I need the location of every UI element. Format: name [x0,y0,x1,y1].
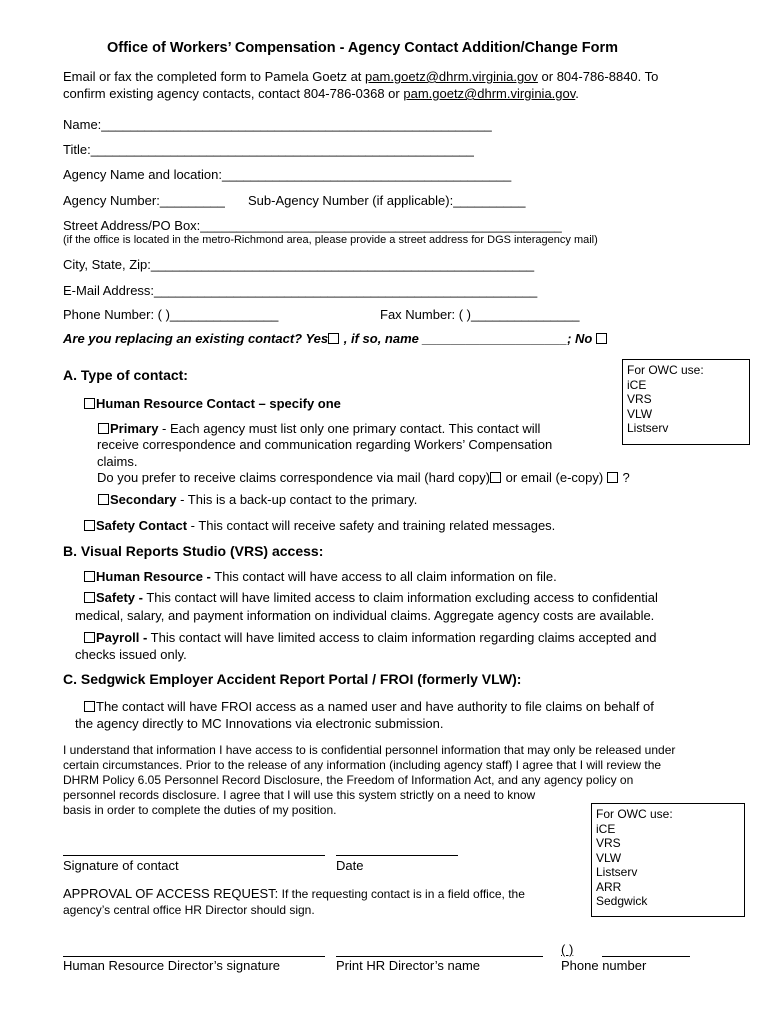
agency-number-field[interactable]: Agency Number:_________ [63,193,225,208]
intro-text: or 804-786-8840. To [537,69,659,84]
email-checkbox[interactable] [607,472,618,483]
vrs-hr-checkbox[interactable] [84,571,95,582]
owc-box-heading: For OWC use: [596,807,673,821]
safety-contact-checkbox[interactable] [84,520,95,531]
statement-line: basis in order to complete the duties of my position. [63,803,337,817]
mail-checkbox[interactable] [490,472,501,483]
statement-line: certain circumstances. Prior to the release of any information (including agency staff) I agree that I will review the [63,758,662,772]
primary-checkbox[interactable] [98,423,109,434]
hr-name-label: Print HR Director’s name [336,958,481,973]
froi-desc: The contact will have FROI access as a named user and have authority to file claims on behalf of [96,699,654,714]
phone-number-field[interactable]: Phone Number: ( )_______________ [63,307,279,322]
safety-contact-label: Safety Contact [96,518,188,533]
secondary-option[interactable] [98,492,417,507]
vrs-safety-desc-line-2: medical, salary, and payment information on individual claims. Aggregate agency costs are available. [75,608,655,623]
owc-box-item: iCE [596,821,616,836]
form-title: Office of Workers’ Compensation - Agency Contact Addition/Change Form [107,40,619,56]
phone-number-label: Phone number [561,958,647,973]
owc-box-item: VRS [627,392,652,406]
vrs-payroll-desc: This contact will have limited access to claim information regarding claims accepted and [147,630,657,645]
city-state-zip-field[interactable]: City, State, Zip:_____________________________________________________ [63,257,535,272]
statement-line: I understand that information I have access to is confidential personnel information that may only be released under [63,743,676,757]
froi-checkbox[interactable] [84,701,95,712]
owc-box-item: VLW [596,850,622,865]
no-checkbox[interactable] [596,333,607,344]
owc-box-item: VLW [627,406,653,421]
section-c-heading: C. Sedgwick Employer Accident Report Portal / FROI (formerly VLW): [63,671,522,687]
intro-line-2 [63,86,579,101]
signature-label: Signature of contact [63,858,179,873]
replacing-question-text: Are you replacing an existing contact? Yes [63,331,329,346]
street-note: (if the office is located in the metro-Richmond area, please provide a street address for DGS interagency mail) [63,234,598,246]
owc-box-item: ARR [596,879,622,894]
owc-box-item: Listserv [596,865,638,879]
vrs-hr-label: Human Resource - [96,569,211,584]
safety-contact-desc: - This contact will receive safety and training related messages. [187,518,556,533]
prefer-text: or email (e-copy) [502,470,604,485]
intro-text: confirm existing agency contacts, contact 804-786-0368 or [63,86,404,101]
primary-label: Primary [110,421,159,436]
yes-checkbox[interactable] [328,333,339,344]
froi-option[interactable] [84,699,654,714]
intro-text: . [575,86,579,101]
vrs-payroll-label: Payroll - [96,630,148,645]
secondary-checkbox[interactable] [98,494,109,505]
owc-box-item: VRS [596,836,621,850]
approval-rest: If the requesting contact is in a field office, the [278,887,525,901]
date-label: Date [336,858,364,873]
vrs-hr-option[interactable] [84,569,557,584]
owc-box-heading: For OWC use: [627,363,704,377]
replacing-name-text[interactable]: , if so, name ____________________; No [340,331,593,346]
owc-box-item: Listserv [627,421,669,435]
intro-text: Email or fax the completed form to Pamela Goetz at [63,69,366,84]
safety-contact-option[interactable] [84,518,555,533]
vrs-safety-checkbox[interactable] [84,592,95,603]
primary-desc: - Each agency must list only one primary contact. This contact will [158,421,541,436]
hr-contact-option[interactable] [84,396,341,411]
email-address-field[interactable]: E-Mail Address:_____________________________________________________ [63,283,538,298]
approval-line-2: agency’s central office HR Director should sign. [63,903,315,917]
owc-use-box-2 [591,803,745,917]
vrs-safety-desc: This contact will have limited access to claim information excluding access to confidential [142,590,658,605]
statement-line: personnel records disclosure. I agree that I will use this system strictly on a need to know [63,788,536,802]
intro-line-1 [63,69,658,84]
vrs-safety-label: Safety - [96,590,143,605]
correspondence-preference [97,470,630,485]
statement-line: DHRM Policy 6.05 Personnel Record Disclosure, the Freedom of Information Act, and any agency policy on [63,773,634,787]
hr-contact-label: Human Resource Contact – specify one [96,396,341,411]
hr-name-line[interactable] [336,956,543,957]
email-link-1[interactable]: pam.goetz@dhrm.virginia.gov [365,69,538,84]
sub-agency-field[interactable]: Sub-Agency Number (if applicable):__________ [248,193,526,208]
title-field[interactable]: Title:_____________________________________________________ [63,142,474,157]
hr-signature-label: Human Resource Director’s signature [63,958,281,973]
vrs-hr-desc: This contact will have access to all claim information on file. [210,569,557,584]
phone-line[interactable] [602,956,690,957]
vrs-payroll-option[interactable] [84,630,656,645]
email-link-2[interactable]: pam.goetz@dhrm.virginia.gov [403,86,576,101]
primary-option[interactable] [98,421,540,436]
secondary-desc: - This is a back-up contact to the primary. [176,492,418,507]
vrs-safety-option[interactable] [84,590,658,605]
vrs-payroll-checkbox[interactable] [84,632,95,643]
primary-desc-line-3: claims. [97,454,138,469]
approval-caps: APPROVAL OF ACCESS REQUEST: [63,886,279,901]
agency-name-field[interactable]: Agency Name and location:________________________________________ [63,167,512,182]
hr-signature-line[interactable] [63,956,325,957]
primary-desc-line-2: receive correspondence and communication regarding Workers’ Compensation [97,437,553,452]
section-b-heading: B. Visual Reports Studio (VRS) access: [63,543,324,559]
phone-area-code[interactable]: ( ) [561,942,574,957]
prefer-text: Do you prefer to receive claims correspondence via mail (hard copy) [97,470,491,485]
owc-box-item: Sedgwick [596,894,648,908]
section-a-heading: A. Type of contact: [63,367,188,383]
hr-contact-checkbox[interactable] [84,398,95,409]
prefer-text: ? [618,470,630,485]
signature-line[interactable] [63,855,325,856]
approval-heading [63,886,525,901]
replacing-contact-question [63,331,608,346]
fax-number-field[interactable]: Fax Number: ( )_______________ [380,307,580,322]
secondary-label: Secondary [110,492,177,507]
owc-box-item: iCE [627,377,647,392]
street-address-field[interactable]: Street Address/PO Box:__________________________________________________ [63,218,562,233]
vrs-payroll-desc-line-2: checks issued only. [75,647,187,662]
froi-desc-line-2: the agency directly to MC Innovations via electronic submission. [75,716,444,731]
date-line[interactable] [336,855,458,856]
name-field[interactable]: Name:______________________________________________________ [63,117,492,132]
owc-use-box-1 [622,359,750,445]
